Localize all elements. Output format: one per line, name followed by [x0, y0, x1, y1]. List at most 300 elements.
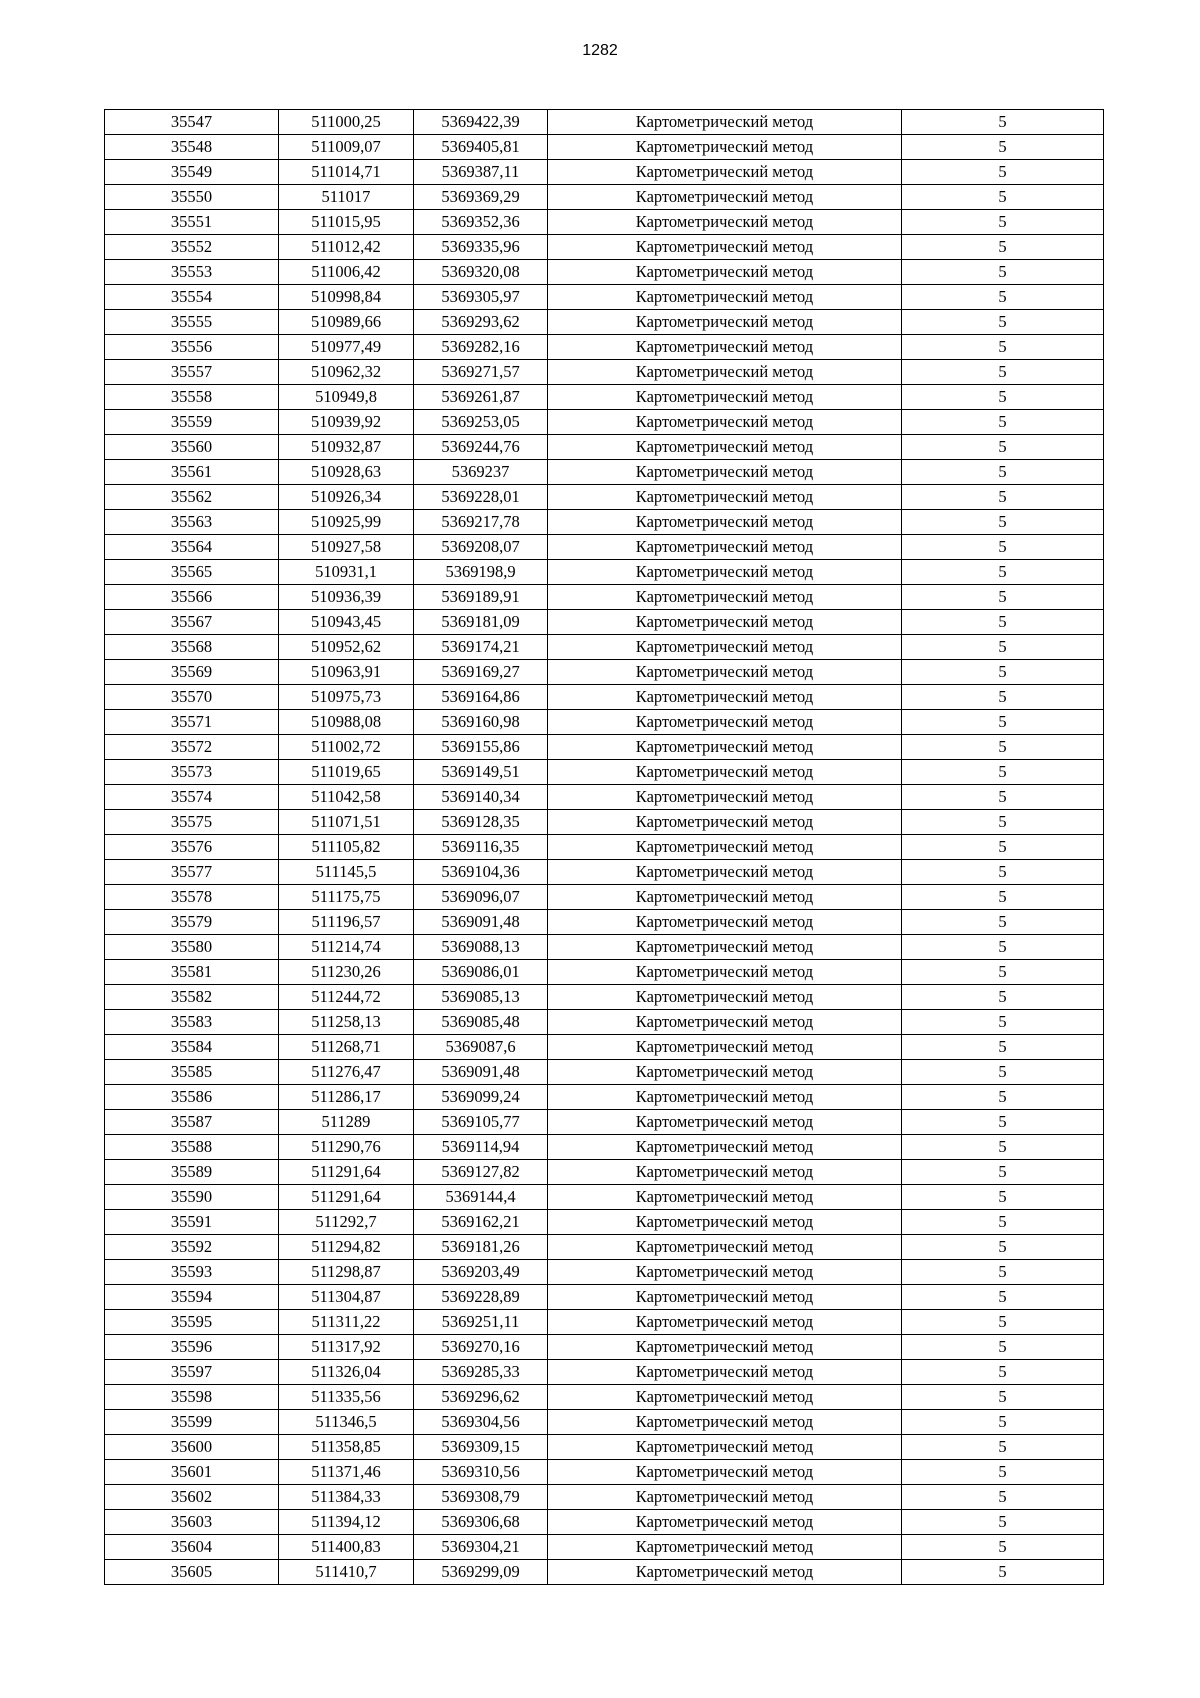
table-row: [105, 910, 1104, 935]
point-number-cell: 35591: [105, 1210, 279, 1235]
table-row: [105, 810, 1104, 835]
method-cell: Картометрический метод: [548, 1360, 902, 1385]
table-row: [105, 760, 1104, 785]
point-number-cell: 35584: [105, 1035, 279, 1060]
point-number-cell: 35555: [105, 310, 279, 335]
point-number-cell: 35598: [105, 1385, 279, 1410]
y-coordinate-cell: 5369422,39: [414, 110, 548, 135]
x-coordinate-cell: 511304,87: [279, 1285, 414, 1310]
method-cell: Картометрический метод: [548, 210, 902, 235]
accuracy-cell: 5: [902, 585, 1104, 610]
point-number-cell: 35593: [105, 1260, 279, 1285]
accuracy-cell: 5: [902, 535, 1104, 560]
table-row: [105, 1035, 1104, 1060]
accuracy-cell: 5: [902, 1285, 1104, 1310]
point-number-cell: 35603: [105, 1510, 279, 1535]
x-coordinate-cell: 510925,99: [279, 510, 414, 535]
point-number-cell: 35583: [105, 1010, 279, 1035]
table-row: [105, 360, 1104, 385]
table-row: [105, 1535, 1104, 1560]
x-coordinate-cell: 511294,82: [279, 1235, 414, 1260]
table-row: [105, 1010, 1104, 1035]
method-cell: Картометрический метод: [548, 710, 902, 735]
table-row: [105, 1235, 1104, 1260]
accuracy-cell: 5: [902, 1085, 1104, 1110]
method-cell: Картометрический метод: [548, 660, 902, 685]
point-number-cell: 35596: [105, 1335, 279, 1360]
table-row: [105, 535, 1104, 560]
point-number-cell: 35576: [105, 835, 279, 860]
point-number-cell: 35597: [105, 1360, 279, 1385]
accuracy-cell: 5: [902, 1535, 1104, 1560]
point-number-cell: 35602: [105, 1485, 279, 1510]
accuracy-cell: 5: [902, 1435, 1104, 1460]
y-coordinate-cell: 5369271,57: [414, 360, 548, 385]
x-coordinate-cell: 510975,73: [279, 685, 414, 710]
method-cell: Картометрический метод: [548, 535, 902, 560]
point-number-cell: 35557: [105, 360, 279, 385]
x-coordinate-cell: 511311,22: [279, 1310, 414, 1335]
accuracy-cell: 5: [902, 1485, 1104, 1510]
point-number-cell: 35567: [105, 610, 279, 635]
x-coordinate-cell: 510952,62: [279, 635, 414, 660]
accuracy-cell: 5: [902, 1560, 1104, 1585]
method-cell: Картометрический метод: [548, 885, 902, 910]
table-row: [105, 310, 1104, 335]
x-coordinate-cell: 510977,49: [279, 335, 414, 360]
x-coordinate-cell: 511371,46: [279, 1460, 414, 1485]
page-number: 1282: [582, 42, 618, 59]
accuracy-cell: 5: [902, 1110, 1104, 1135]
accuracy-cell: 5: [902, 110, 1104, 135]
method-cell: Картометрический метод: [548, 1260, 902, 1285]
y-coordinate-cell: 5369352,36: [414, 210, 548, 235]
x-coordinate-cell: 510988,08: [279, 710, 414, 735]
table-row: [105, 1410, 1104, 1435]
accuracy-cell: 5: [902, 385, 1104, 410]
table-row: [105, 1285, 1104, 1310]
method-cell: Картометрический метод: [548, 1485, 902, 1510]
method-cell: Картометрический метод: [548, 1535, 902, 1560]
table-row: [105, 1385, 1104, 1410]
y-coordinate-cell: 5369116,35: [414, 835, 548, 860]
method-cell: Картометрический метод: [548, 1060, 902, 1085]
method-cell: Картометрический метод: [548, 1335, 902, 1360]
accuracy-cell: 5: [902, 285, 1104, 310]
y-coordinate-cell: 5369181,26: [414, 1235, 548, 1260]
y-coordinate-cell: 5369105,77: [414, 1110, 548, 1135]
accuracy-cell: 5: [902, 960, 1104, 985]
method-cell: Картометрический метод: [548, 1135, 902, 1160]
point-number-cell: 35570: [105, 685, 279, 710]
table-row: [105, 560, 1104, 585]
y-coordinate-cell: 5369306,68: [414, 1510, 548, 1535]
table-row: [105, 510, 1104, 535]
table-row: [105, 110, 1104, 135]
method-cell: Картометрический метод: [548, 1435, 902, 1460]
point-number-cell: 35575: [105, 810, 279, 835]
accuracy-cell: 5: [902, 635, 1104, 660]
method-cell: Картометрический метод: [548, 860, 902, 885]
y-coordinate-cell: 5369320,08: [414, 260, 548, 285]
point-number-cell: 35586: [105, 1085, 279, 1110]
table-row: [105, 1185, 1104, 1210]
method-cell: Картометрический метод: [548, 985, 902, 1010]
accuracy-cell: 5: [902, 785, 1104, 810]
method-cell: Картометрический метод: [548, 360, 902, 385]
point-number-cell: 35558: [105, 385, 279, 410]
x-coordinate-cell: 511000,25: [279, 110, 414, 135]
x-coordinate-cell: 511006,42: [279, 260, 414, 285]
table-row: [105, 1085, 1104, 1110]
y-coordinate-cell: 5369104,36: [414, 860, 548, 885]
table-row: [105, 885, 1104, 910]
y-coordinate-cell: 5369096,07: [414, 885, 548, 910]
point-number-cell: 35561: [105, 460, 279, 485]
point-number-cell: 35569: [105, 660, 279, 685]
x-coordinate-cell: 511019,65: [279, 760, 414, 785]
x-coordinate-cell: 511258,13: [279, 1010, 414, 1035]
method-cell: Картометрический метод: [548, 810, 902, 835]
method-cell: Картометрический метод: [548, 560, 902, 585]
method-cell: Картометрический метод: [548, 1460, 902, 1485]
method-cell: Картометрический метод: [548, 1210, 902, 1235]
method-cell: Картометрический метод: [548, 785, 902, 810]
accuracy-cell: 5: [902, 435, 1104, 460]
y-coordinate-cell: 5369228,01: [414, 485, 548, 510]
point-number-cell: 35563: [105, 510, 279, 535]
accuracy-cell: 5: [902, 1210, 1104, 1235]
x-coordinate-cell: 511002,72: [279, 735, 414, 760]
x-coordinate-cell: 510932,87: [279, 435, 414, 460]
y-coordinate-cell: 5369237: [414, 460, 548, 485]
y-coordinate-cell: 5369387,11: [414, 160, 548, 185]
x-coordinate-cell: 511384,33: [279, 1485, 414, 1510]
point-number-cell: 35574: [105, 785, 279, 810]
table-row: [105, 1510, 1104, 1535]
method-cell: Картометрический метод: [548, 1235, 902, 1260]
accuracy-cell: 5: [902, 485, 1104, 510]
x-coordinate-cell: 511290,76: [279, 1135, 414, 1160]
table-row: [105, 485, 1104, 510]
table-row: [105, 860, 1104, 885]
accuracy-cell: 5: [902, 735, 1104, 760]
accuracy-cell: 5: [902, 860, 1104, 885]
point-number-cell: 35552: [105, 235, 279, 260]
accuracy-cell: 5: [902, 1510, 1104, 1535]
x-coordinate-cell: 511175,75: [279, 885, 414, 910]
table-row: [105, 1135, 1104, 1160]
point-number-cell: 35587: [105, 1110, 279, 1135]
x-coordinate-cell: 511400,83: [279, 1535, 414, 1560]
table-row: [105, 260, 1104, 285]
table-row: [105, 1060, 1104, 1085]
y-coordinate-cell: 5369086,01: [414, 960, 548, 985]
table-row: [105, 435, 1104, 460]
method-cell: Картометрический метод: [548, 835, 902, 860]
x-coordinate-cell: 511410,7: [279, 1560, 414, 1585]
point-number-cell: 35554: [105, 285, 279, 310]
point-number-cell: 35548: [105, 135, 279, 160]
point-number-cell: 35600: [105, 1435, 279, 1460]
y-coordinate-cell: 5369140,34: [414, 785, 548, 810]
point-number-cell: 35594: [105, 1285, 279, 1310]
table-row: [105, 210, 1104, 235]
y-coordinate-cell: 5369155,86: [414, 735, 548, 760]
method-cell: Картометрический метод: [548, 960, 902, 985]
point-number-cell: 35595: [105, 1310, 279, 1335]
x-coordinate-cell: 510939,92: [279, 410, 414, 435]
table-row: [105, 735, 1104, 760]
accuracy-cell: 5: [902, 1010, 1104, 1035]
coordinates-table: [104, 109, 1104, 1585]
table-row: [105, 685, 1104, 710]
table-row: [105, 1160, 1104, 1185]
method-cell: Картометрический метод: [548, 135, 902, 160]
x-coordinate-cell: 511014,71: [279, 160, 414, 185]
accuracy-cell: 5: [902, 335, 1104, 360]
accuracy-cell: 5: [902, 1310, 1104, 1335]
x-coordinate-cell: 511346,5: [279, 1410, 414, 1435]
accuracy-cell: 5: [902, 1135, 1104, 1160]
point-number-cell: 35550: [105, 185, 279, 210]
accuracy-cell: 5: [902, 160, 1104, 185]
method-cell: Картометрический метод: [548, 310, 902, 335]
x-coordinate-cell: 510928,63: [279, 460, 414, 485]
accuracy-cell: 5: [902, 910, 1104, 935]
table-row: [105, 185, 1104, 210]
method-cell: Картометрический метод: [548, 510, 902, 535]
method-cell: Картометрический метод: [548, 735, 902, 760]
method-cell: Картометрический метод: [548, 1110, 902, 1135]
table-row: [105, 1210, 1104, 1235]
accuracy-cell: 5: [902, 360, 1104, 385]
point-number-cell: 35579: [105, 910, 279, 935]
point-number-cell: 35551: [105, 210, 279, 235]
y-coordinate-cell: 5369174,21: [414, 635, 548, 660]
coordinates-table-body: [105, 110, 1104, 1585]
table-row: [105, 1310, 1104, 1335]
accuracy-cell: 5: [902, 135, 1104, 160]
table-row: [105, 1560, 1104, 1585]
method-cell: Картометрический метод: [548, 910, 902, 935]
accuracy-cell: 5: [902, 510, 1104, 535]
table-row: [105, 160, 1104, 185]
y-coordinate-cell: 5369304,21: [414, 1535, 548, 1560]
x-coordinate-cell: 511358,85: [279, 1435, 414, 1460]
x-coordinate-cell: 511394,12: [279, 1510, 414, 1535]
table-row: [105, 835, 1104, 860]
accuracy-cell: 5: [902, 310, 1104, 335]
accuracy-cell: 5: [902, 235, 1104, 260]
y-coordinate-cell: 5369164,86: [414, 685, 548, 710]
y-coordinate-cell: 5369169,27: [414, 660, 548, 685]
method-cell: Картометрический метод: [548, 935, 902, 960]
method-cell: Картометрический метод: [548, 610, 902, 635]
accuracy-cell: 5: [902, 885, 1104, 910]
point-number-cell: 35604: [105, 1535, 279, 1560]
point-number-cell: 35588: [105, 1135, 279, 1160]
y-coordinate-cell: 5369309,15: [414, 1435, 548, 1460]
table-row: [105, 635, 1104, 660]
table-row: [105, 710, 1104, 735]
x-coordinate-cell: 510936,39: [279, 585, 414, 610]
y-coordinate-cell: 5369087,6: [414, 1035, 548, 1060]
point-number-cell: 35573: [105, 760, 279, 785]
table-row: [105, 335, 1104, 360]
table-row: [105, 1435, 1104, 1460]
method-cell: Картометрический метод: [548, 285, 902, 310]
y-coordinate-cell: 5369282,16: [414, 335, 548, 360]
point-number-cell: 35590: [105, 1185, 279, 1210]
y-coordinate-cell: 5369293,62: [414, 310, 548, 335]
table-row: [105, 960, 1104, 985]
y-coordinate-cell: 5369198,9: [414, 560, 548, 585]
accuracy-cell: 5: [902, 1410, 1104, 1435]
x-coordinate-cell: 511145,5: [279, 860, 414, 885]
table-row: [105, 785, 1104, 810]
y-coordinate-cell: 5369304,56: [414, 1410, 548, 1435]
y-coordinate-cell: 5369088,13: [414, 935, 548, 960]
table-row: [105, 1110, 1104, 1135]
method-cell: Картометрический метод: [548, 235, 902, 260]
y-coordinate-cell: 5369310,56: [414, 1460, 548, 1485]
point-number-cell: 35556: [105, 335, 279, 360]
table-row: [105, 1460, 1104, 1485]
y-coordinate-cell: 5369208,07: [414, 535, 548, 560]
x-coordinate-cell: 510962,32: [279, 360, 414, 385]
x-coordinate-cell: 511214,74: [279, 935, 414, 960]
point-number-cell: 35601: [105, 1460, 279, 1485]
x-coordinate-cell: 511105,82: [279, 835, 414, 860]
y-coordinate-cell: 5369308,79: [414, 1485, 548, 1510]
y-coordinate-cell: 5369127,82: [414, 1160, 548, 1185]
y-coordinate-cell: 5369099,24: [414, 1085, 548, 1110]
point-number-cell: 35549: [105, 160, 279, 185]
y-coordinate-cell: 5369189,91: [414, 585, 548, 610]
point-number-cell: 35560: [105, 435, 279, 460]
method-cell: Картометрический метод: [548, 485, 902, 510]
y-coordinate-cell: 5369149,51: [414, 760, 548, 785]
method-cell: Картометрический метод: [548, 1185, 902, 1210]
y-coordinate-cell: 5369160,98: [414, 710, 548, 735]
x-coordinate-cell: 511244,72: [279, 985, 414, 1010]
accuracy-cell: 5: [902, 760, 1104, 785]
y-coordinate-cell: 5369181,09: [414, 610, 548, 635]
method-cell: Картометрический метод: [548, 385, 902, 410]
accuracy-cell: 5: [902, 1060, 1104, 1085]
x-coordinate-cell: 511291,64: [279, 1160, 414, 1185]
x-coordinate-cell: 510963,91: [279, 660, 414, 685]
x-coordinate-cell: 511298,87: [279, 1260, 414, 1285]
x-coordinate-cell: 511317,92: [279, 1335, 414, 1360]
method-cell: Картометрический метод: [548, 1035, 902, 1060]
point-number-cell: 35565: [105, 560, 279, 585]
y-coordinate-cell: 5369217,78: [414, 510, 548, 535]
y-coordinate-cell: 5369405,81: [414, 135, 548, 160]
y-coordinate-cell: 5369253,05: [414, 410, 548, 435]
x-coordinate-cell: 511230,26: [279, 960, 414, 985]
x-coordinate-cell: 511009,07: [279, 135, 414, 160]
accuracy-cell: 5: [902, 460, 1104, 485]
accuracy-cell: 5: [902, 1460, 1104, 1485]
method-cell: Картометрический метод: [548, 335, 902, 360]
method-cell: Картометрический метод: [548, 760, 902, 785]
accuracy-cell: 5: [902, 1035, 1104, 1060]
y-coordinate-cell: 5369335,96: [414, 235, 548, 260]
y-coordinate-cell: 5369128,35: [414, 810, 548, 835]
point-number-cell: 35562: [105, 485, 279, 510]
method-cell: Картометрический метод: [548, 1385, 902, 1410]
method-cell: Картометрический метод: [548, 685, 902, 710]
table-row: [105, 585, 1104, 610]
point-number-cell: 35568: [105, 635, 279, 660]
point-number-cell: 35592: [105, 1235, 279, 1260]
x-coordinate-cell: 511286,17: [279, 1085, 414, 1110]
point-number-cell: 35578: [105, 885, 279, 910]
table-row: [105, 1260, 1104, 1285]
point-number-cell: 35547: [105, 110, 279, 135]
accuracy-cell: 5: [902, 1260, 1104, 1285]
y-coordinate-cell: 5369228,89: [414, 1285, 548, 1310]
table-row: [105, 410, 1104, 435]
y-coordinate-cell: 5369085,48: [414, 1010, 548, 1035]
x-coordinate-cell: 511292,7: [279, 1210, 414, 1235]
table-row: [105, 660, 1104, 685]
accuracy-cell: 5: [902, 610, 1104, 635]
x-coordinate-cell: 511268,71: [279, 1035, 414, 1060]
method-cell: Картометрический метод: [548, 635, 902, 660]
point-number-cell: 35566: [105, 585, 279, 610]
method-cell: Картометрический метод: [548, 1085, 902, 1110]
point-number-cell: 35553: [105, 260, 279, 285]
x-coordinate-cell: 510949,8: [279, 385, 414, 410]
method-cell: Картометрический метод: [548, 435, 902, 460]
y-coordinate-cell: 5369244,76: [414, 435, 548, 460]
y-coordinate-cell: 5369091,48: [414, 1060, 548, 1085]
point-number-cell: 35559: [105, 410, 279, 435]
point-number-cell: 35605: [105, 1560, 279, 1585]
table-row: [105, 385, 1104, 410]
accuracy-cell: 5: [902, 835, 1104, 860]
y-coordinate-cell: 5369305,97: [414, 285, 548, 310]
accuracy-cell: 5: [902, 1185, 1104, 1210]
method-cell: Картометрический метод: [548, 110, 902, 135]
y-coordinate-cell: 5369261,87: [414, 385, 548, 410]
table-row: [105, 1485, 1104, 1510]
accuracy-cell: 5: [902, 560, 1104, 585]
x-coordinate-cell: 511326,04: [279, 1360, 414, 1385]
x-coordinate-cell: 511012,42: [279, 235, 414, 260]
y-coordinate-cell: 5369369,29: [414, 185, 548, 210]
point-number-cell: 35572: [105, 735, 279, 760]
method-cell: Картометрический метод: [548, 1510, 902, 1535]
method-cell: Картометрический метод: [548, 1285, 902, 1310]
method-cell: Картометрический метод: [548, 1410, 902, 1435]
method-cell: Картометрический метод: [548, 410, 902, 435]
accuracy-cell: 5: [902, 1385, 1104, 1410]
method-cell: Картометрический метод: [548, 460, 902, 485]
accuracy-cell: 5: [902, 935, 1104, 960]
table-row: [105, 1335, 1104, 1360]
y-coordinate-cell: 5369299,09: [414, 1560, 548, 1585]
x-coordinate-cell: 511071,51: [279, 810, 414, 835]
accuracy-cell: 5: [902, 260, 1104, 285]
method-cell: Картометрический метод: [548, 1310, 902, 1335]
table-row: [105, 985, 1104, 1010]
accuracy-cell: 5: [902, 185, 1104, 210]
y-coordinate-cell: 5369091,48: [414, 910, 548, 935]
